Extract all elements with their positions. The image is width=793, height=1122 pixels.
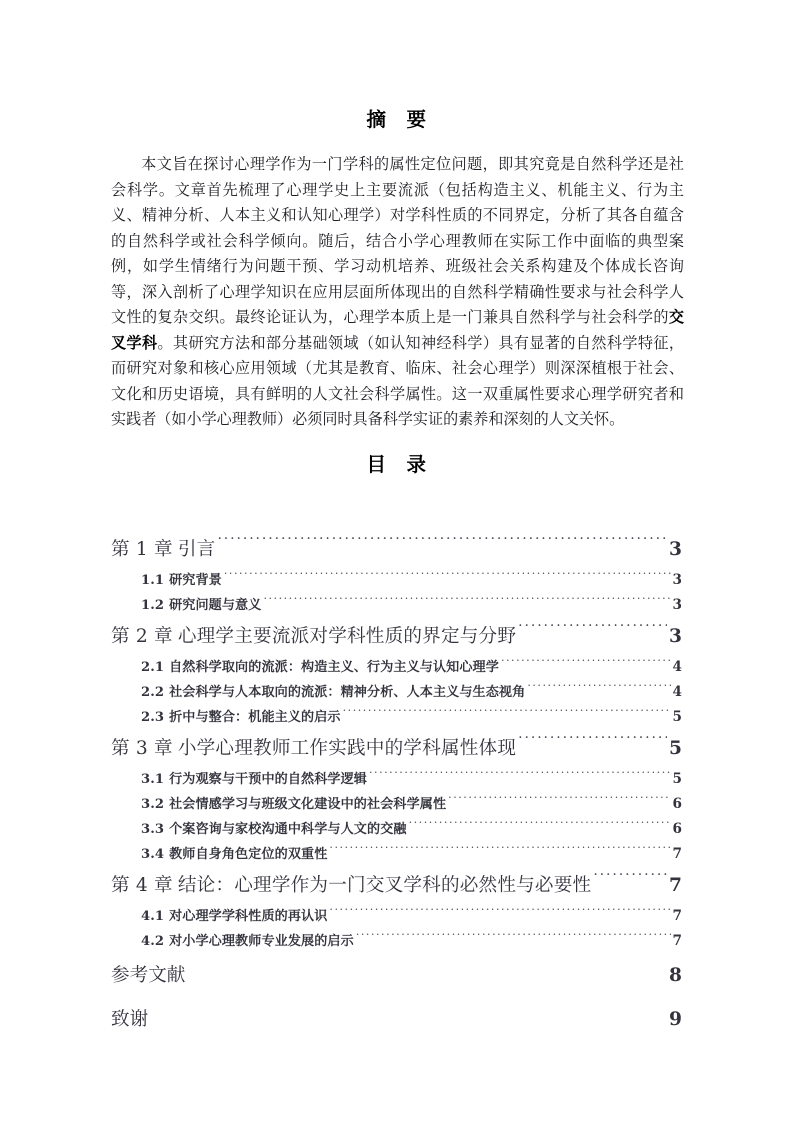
toc-entry-number: 2.2 <box>141 685 165 700</box>
toc-entry-title: 社会科学与人本取向的流派：精神分析、人本主义与生态视角 <box>169 685 526 700</box>
toc-entry-level0[interactable] <box>111 954 682 998</box>
toc-entry-page-number: 7 <box>672 846 682 862</box>
toc-entry-label <box>111 618 518 655</box>
toc-entry-page-number: 3 <box>669 626 682 647</box>
toc-entry-label <box>141 842 329 867</box>
toc-entry-page-number: 4 <box>672 684 682 700</box>
toc-entry-level2[interactable] <box>111 655 682 680</box>
toc-entry-level2[interactable] <box>111 929 682 954</box>
abstract-text-part-2: 。其研究方法和部分基础领域（如认知神经科学）具有显著的自然科学特征，而研究对象和核心应用领域（尤其是教育、临床、社会心理学）则深深植根于社会、文化和历史语境，具有鲜明的人文社会科学属性。这一双重属性要求心理学研究者和实践者（如小学心理教师）必须同时具备科学实证的素养和深刻的人文关怀。 <box>111 333 684 428</box>
toc-leader-dots <box>217 536 667 555</box>
toc-entry-label <box>141 792 448 817</box>
toc-entry-number: 3.2 <box>141 797 165 812</box>
toc-leader-dots <box>224 571 671 584</box>
toc-entry-number: 2.1 <box>141 660 165 675</box>
toc-entry-number: 2.3 <box>141 710 165 725</box>
toc-entry-level1[interactable] <box>111 531 682 568</box>
toc-entry-page-number: 6 <box>672 821 682 837</box>
toc-entry-title: 小学心理教师工作实践中的学科属性体现 <box>177 738 517 759</box>
toc-leader-dots <box>527 683 670 696</box>
toc-entry-level2[interactable] <box>111 817 682 842</box>
toc-leader-dots <box>187 962 667 981</box>
toc-leader-dots <box>518 735 667 754</box>
toc-entry-label <box>111 954 187 998</box>
toc-entry-number: 第 1 章 <box>111 539 173 560</box>
toc-entry-number: 4.2 <box>141 934 165 949</box>
toc-entry-label <box>111 531 217 568</box>
abstract-text-part-1: 本文旨在探讨心理学作为一门学科的属性定位问题，即其究竟是自然科学还是社会科学。文章首先梳理了心理学史上主要流派（包括构造主义、机能主义、行为主义、精神分析、人本主义和认知心理学）对学科性质的不同界定，分析了其各自蕴含的自然科学或社会科学倾向。随后，结合小学心理教师在实际工作中面临的典型案例，如学生情绪行为问题干预、学习动机培养、班级社会关系构建及个体成长咨询等，深入剖析了心理学知识在应用层面所体现出的自然科学精确性要求与社会科学人文性的复杂交织。最终论证认为，心理学本质上是一门兼具自然科学与社会科学的 <box>111 155 684 326</box>
toc-entry-level2[interactable] <box>111 904 682 929</box>
toc-entry-page-number: 5 <box>669 738 682 759</box>
toc-entry-title: 社会情感学习与班级文化建设中的社会科学属性 <box>169 797 447 812</box>
toc-entry-level2[interactable] <box>111 568 682 593</box>
toc-leader-dots <box>329 845 670 858</box>
toc-entry-number: 3.4 <box>141 847 165 862</box>
toc-entry-level2[interactable] <box>111 792 682 817</box>
toc-entry-title: 研究问题与意义 <box>169 598 262 613</box>
toc-entry-page-number: 5 <box>672 771 682 787</box>
toc-entry-number: 第 4 章 <box>111 875 173 896</box>
toc-entry-title: 教师自身角色定位的双重性 <box>169 847 328 862</box>
toc-entry-page-number: 3 <box>672 572 682 588</box>
toc-entry-title: 引言 <box>177 539 216 560</box>
toc-entry-label <box>141 817 409 842</box>
toc-entry-page-number: 3 <box>672 597 682 613</box>
toc-entry-level0[interactable] <box>111 998 682 1042</box>
toc-entry-label <box>141 655 501 680</box>
toc-entry-title: 自然科学取向的流派：构造主义、行为主义与认知心理学 <box>169 660 499 675</box>
toc-entry-page-number: 8 <box>669 965 682 986</box>
toc-entry-label <box>111 730 518 767</box>
toc-entry-page-number: 9 <box>669 1009 682 1030</box>
toc-leader-dots <box>501 658 671 671</box>
toc-leader-dots <box>343 708 671 721</box>
toc-entry-title: 研究背景 <box>169 573 222 588</box>
toc-entry-label <box>141 593 263 618</box>
toc-entry-number: 1.2 <box>141 598 165 613</box>
toc-leader-dots <box>263 596 670 609</box>
toc-entry-page-number: 6 <box>672 796 682 812</box>
toc-entry-title: 致谢 <box>111 1009 149 1030</box>
toc-entry-label <box>111 998 150 1042</box>
table-of-contents-heading: 目 录 <box>366 453 427 476</box>
toc-entry-level1[interactable] <box>111 618 682 655</box>
toc-entry-level2[interactable] <box>111 705 682 730</box>
table-of-contents <box>111 531 682 1042</box>
toc-entry-number: 1.1 <box>141 573 165 588</box>
toc-entry-number: 第 3 章 <box>111 738 173 759</box>
toc-entry-number: 3.3 <box>141 822 165 837</box>
toc-entry-label <box>141 929 356 954</box>
toc-entry-title: 折中与整合：机能主义的启示 <box>169 710 341 725</box>
toc-leader-dots <box>356 932 671 945</box>
toc-leader-dots <box>409 820 671 833</box>
toc-entry-label <box>141 680 527 705</box>
toc-leader-dots <box>150 1006 667 1025</box>
toc-entry-title: 个案咨询与家校沟通中科学与人文的交融 <box>169 822 407 837</box>
toc-leader-dots <box>518 623 667 642</box>
toc-entry-page-number: 5 <box>672 709 682 725</box>
abstract-keyword-crossdiscipline: 交叉学科 <box>111 308 684 352</box>
toc-entry-label <box>141 767 369 792</box>
toc-entry-page-number: 7 <box>672 933 682 949</box>
toc-entry-title: 心理学主要流派对学科性质的界定与分野 <box>177 626 517 647</box>
toc-leader-dots <box>329 907 670 920</box>
toc-entry-level2[interactable] <box>111 842 682 867</box>
toc-entry-level1[interactable] <box>111 730 682 767</box>
toc-entry-level1[interactable] <box>111 867 682 904</box>
toc-entry-level2[interactable] <box>111 680 682 705</box>
toc-entry-number: 第 2 章 <box>111 626 173 647</box>
toc-entry-label <box>141 568 224 593</box>
toc-entry-title: 行为观察与干预中的自然科学逻辑 <box>169 772 367 787</box>
toc-entry-level2[interactable] <box>111 593 682 618</box>
abstract-heading: 摘 要 <box>366 108 427 131</box>
toc-entry-number: 3.1 <box>141 772 165 787</box>
toc-entry-label <box>111 867 593 904</box>
toc-leader-dots <box>593 872 667 891</box>
toc-entry-label <box>141 904 329 929</box>
toc-entry-number: 4.1 <box>141 909 165 924</box>
toc-entry-title: 对心理学学科性质的再认识 <box>169 909 328 924</box>
toc-entry-page-number: 7 <box>669 875 682 896</box>
toc-entry-title: 结论：心理学作为一门交叉学科的必然性与必要性 <box>177 875 592 896</box>
toc-entry-label <box>141 705 343 730</box>
toc-entry-page-number: 3 <box>669 539 682 560</box>
toc-entry-page-number: 7 <box>672 908 682 924</box>
toc-entry-page-number: 4 <box>672 659 682 675</box>
toc-leader-dots <box>369 770 671 783</box>
toc-entry-title: 参考文献 <box>111 965 186 986</box>
toc-entry-level2[interactable] <box>111 767 682 792</box>
toc-entry-title: 对小学心理教师专业发展的启示 <box>169 934 354 949</box>
abstract-paragraph <box>111 152 684 433</box>
toc-leader-dots <box>448 795 670 808</box>
